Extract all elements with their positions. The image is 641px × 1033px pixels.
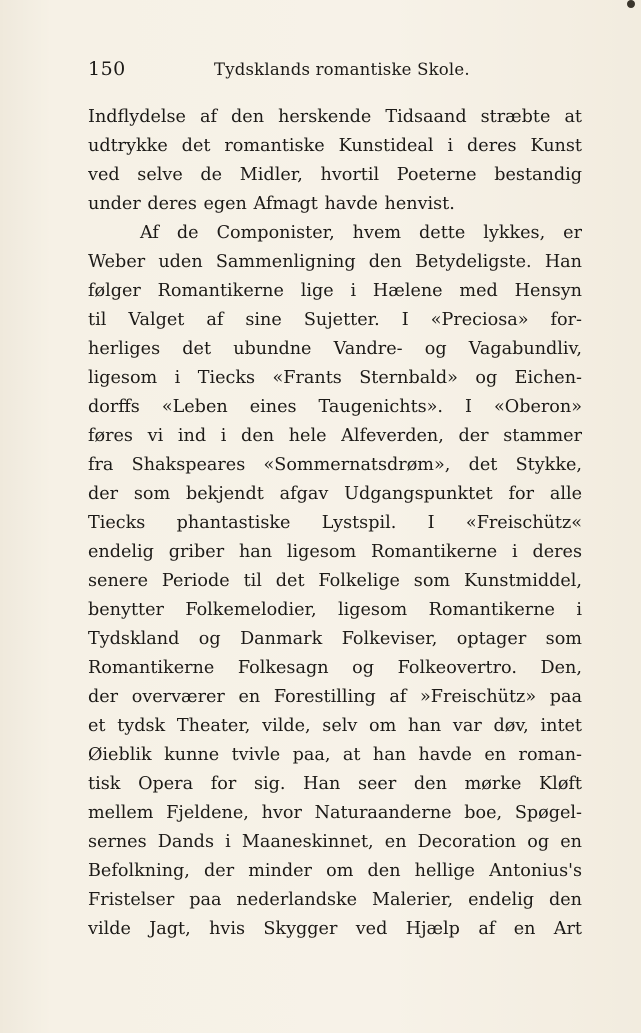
text-line: fra Shakspeares «Sommernatsdrøm», det Stykke, bbox=[88, 455, 582, 475]
body-text bbox=[88, 103, 582, 944]
text-line: Fristelser paa nederlandske Malerier, endelig den bbox=[88, 890, 582, 910]
text-line: Befolkning, der minder om den hellige Antonius's bbox=[88, 861, 582, 881]
text-line: der som bekjendt afgav Udgangspunktet for alle bbox=[88, 484, 582, 504]
ink-speck bbox=[627, 0, 635, 8]
paragraph-first-line: Af de Componister, hvem dette lykkes, er bbox=[140, 223, 582, 243]
text-line: føres vi ind i den hele Alfeverden, der stammer bbox=[88, 426, 582, 446]
running-title: Tydsklands romantiske Skole. bbox=[214, 60, 470, 79]
text-line: mellem Fjeldene, hvor Naturaanderne boe, Spøgel- bbox=[88, 803, 582, 823]
text-line: udtrykke det romantiske Kunstideal i deres Kunst bbox=[88, 136, 582, 156]
text-line: benytter Folkemelodier, ligesom Romantikerne i bbox=[88, 600, 582, 620]
text-line: Tydskland og Danmark Folkeviser, optager som bbox=[88, 629, 582, 649]
paragraph-last-line: under deres egen Afmagt havde henvist. bbox=[88, 194, 455, 214]
text-line: til Valget af sine Sujetter. I «Preciosa» for- bbox=[88, 310, 582, 330]
page-header bbox=[88, 58, 558, 84]
text-line: senere Periode til det Folkelige som Kunstmiddel, bbox=[88, 571, 582, 591]
text-line: Romantikerne Folkesagn og Folkeovertro. Den, bbox=[88, 658, 582, 678]
page-number: 150 bbox=[88, 58, 126, 80]
text-line: ved selve de Midler, hvortil Poeterne bestandig bbox=[88, 165, 582, 185]
text-line: ligesom i Tiecks «Frants Sternbald» og Eichen- bbox=[88, 368, 582, 388]
text-line: sernes Dands i Maaneskinnet, en Decoration og en bbox=[88, 832, 582, 852]
text-line: herliges det ubundne Vandre- og Vagabundliv, bbox=[88, 339, 582, 359]
text-line: vilde Jagt, hvis Skygger ved Hjælp af en Art bbox=[88, 919, 582, 939]
text-line: Indflydelse af den herskende Tidsaand stræbte at bbox=[88, 107, 582, 127]
text-line: Weber uden Sammenligning den Betydeligste. Han bbox=[88, 252, 582, 272]
text-line: der overværer en Forestilling af »Freischütz» paa bbox=[88, 687, 582, 707]
text-line: dorffs «Leben eines Taugenichts». I «Oberon» bbox=[88, 397, 582, 417]
text-line: Tiecks phantastiske Lystspil. I «Freischütz« bbox=[88, 513, 582, 533]
text-line: Øieblik kunne tvivle paa, at han havde en roman- bbox=[88, 745, 582, 765]
text-line: et tydsk Theater, vilde, selv om han var døv, intet bbox=[88, 716, 582, 736]
text-line: endelig griber han ligesom Romantikerne i deres bbox=[88, 542, 582, 562]
text-line: tisk Opera for sig. Han seer den mørke Kløft bbox=[88, 774, 582, 794]
text-line: følger Romantikerne lige i Hælene med Hensyn bbox=[88, 281, 582, 301]
